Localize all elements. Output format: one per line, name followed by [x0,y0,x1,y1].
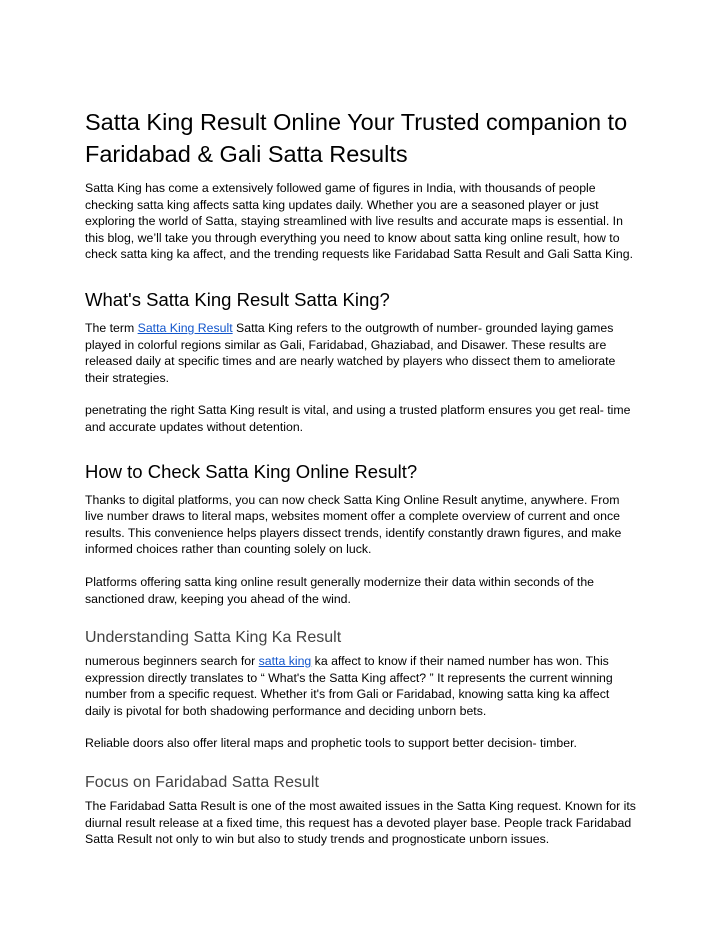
satta-king-result-link[interactable]: Satta King Result [137,320,233,335]
satta-king-link[interactable]: satta king [258,654,312,669]
how-to-check-paragraph-2: Platforms offering satta king online result generally modernize their data within seconds of the sanctioned draw, keeping you ahead of the wind. [85,574,595,606]
how-to-check-paragraph-1: Thanks to digital platforms, you can now check Satta King Online Result anytime, anywhere. From live number draws to literal maps, websites moment offer a complete overview of current and once results. This convenience helps players dissect trends, identify constantly drawn figures, and make informed choices rather than counting solely on luck. [85,492,622,557]
intro-paragraph: Satta King has come a extensively followed game of figures in India, with thousands of people checking satta king affects satta king updates daily. Whether you are a seasoned player or just exploring the world of Satta, staying streamlined with live results and accurate maps is essential. In this blog, we’ll take you through everything you need to know about satta king online result, how to check satta king ka affect, and the trending requests like Faridabad Satta Result and Gali Satta King. [85,181,633,262]
section-heading-faridabad: Focus on Faridabad Satta Result [85,774,319,792]
text-span: ka affect to know if their named number has won. This expression directly translates to “ What's the Satta King affect? ” It represents the current winning number from a specific request. Whether it's from Gali or Faridabad, knowing satta king ka affect daily is pivotal for both shadowing performance and deciding unborn bets. [85,654,613,718]
faridabad-paragraph-1: The Faridabad Satta Result is one of the most awaited issues in the Satta King request. Known for its diurnal result release at a fixed time, this request has a devoted player base. People track Faridabad Satta Result not only to win but also to study trends and prognosticate unborn issues. [85,799,636,847]
document-page [85,106,637,848]
text-span: The term [85,320,138,335]
section-heading-what-is: What's Satta King Result Satta King? [85,288,390,310]
document-title: Satta King Result Online Your Trusted companion to Faridabad & Gali Satta Results [85,109,628,167]
what-is-paragraph-1 [85,320,637,386]
section-heading-ka-result: Understanding Satta King Ka Result [85,629,342,647]
section-heading-how-to-check: How to Check Satta King Online Result? [85,460,418,482]
text-span: numerous beginners search for [85,654,259,669]
ka-result-paragraph-1 [85,653,637,719]
text-span: Satta King refers to the outgrowth of number- grounded laying games played in colorful regions similar as Gali, Faridabad, Ghaziabad, and Disawer. These results are released daily at specific times and are nearly watched by players who dissect them to ameliorate their strategies. [85,320,616,385]
what-is-paragraph-2: penetrating the right Satta King result is vital, and using a trusted platform ensures you get real- time and accurate updates without detention. [85,403,631,434]
ka-result-paragraph-2: Reliable doors also offer literal maps and prophetic tools to support better decision- timber. [85,736,577,751]
